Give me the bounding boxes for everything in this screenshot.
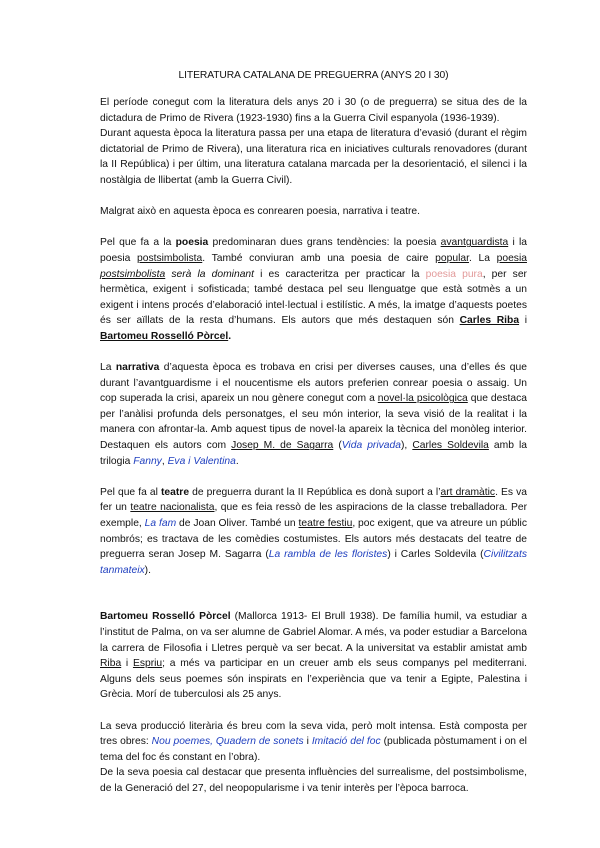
narrativa-paragraph: La narrativa d’aquesta època es trobava en crisi per diverses causes, una d’elles és que durant l’avantguardisme i el noucentisme els autors preferien conrear poesia o assaig. Un cop superada la crisi, apareix un nou gènere conegut com a novel·la psicològica que destaca per l’anàlisi profunda dels personatges, el seu món interior, la seva visió de la realitat i la manera con afrontar-la. Amb aquest tipus de novel·la apareix la tècnica del monòleg interior. Destaquen els autors com Josep M. de Sagarra (Vida privada), Carles Soldevila amb la trilogia Fanny, Eva i Valentina. (100, 362, 527, 467)
narrativa-term: narrativa (115, 362, 160, 374)
imitacio-foc-title: Imitació del foc (311, 736, 381, 748)
teatre-paragraph: Pel que fa al teatre de preguerra durant la II República es donà suport a l’art dramàtic. Es va fer un teatre nacionalista, que es feia ressò de les aspiracions de la classe treballadora. Per exemple, La fam de Joan Oliver. També un teatre festiu, poc exigent, que va atreure un públic nombrós; es tractava de les comèdies costumistes. Els autors més destacats del teatre de preguerra seran Josep M. Sagarra (La rambla de les floristes) i Carles Soldevila (Civilitzats tanmateix). (100, 486, 527, 576)
novella-psicologica-link: novel·la psicològica (377, 393, 468, 405)
art-dramatic-link: art dramàtic (440, 486, 496, 498)
poesia-pura-highlight: poesia pura (425, 268, 483, 280)
poesia-link: poesia (496, 252, 527, 264)
teatre-festiu-link: teatre festiu (298, 518, 353, 530)
rossello-porcel-link: Bartomeu Rosselló Pòrcel (100, 330, 229, 342)
espriu-link: Espriu (132, 658, 163, 670)
intro-paragraph-3: Malgrat això en aquesta època es conrearen poesia, narrativa i teatre. (100, 206, 420, 218)
postsimbolista-link: postsimbolista (137, 252, 203, 264)
soldevila-link: Carles Soldevila (412, 440, 489, 452)
document-page (100, 70, 527, 797)
carles-riba-link: Carles Riba (459, 315, 520, 327)
document-title: LITERATURA CATALANA DE PREGUERRA (ANYS 20 I 30) (178, 70, 449, 81)
teatre-nacionalista-link: teatre nacionalista (130, 502, 215, 514)
sagarra-link: Josep M. de Sagarra (231, 440, 334, 452)
popular-link: popular (435, 252, 469, 264)
produccio-paragraph: La seva producció literària és breu com la seva vida, però molt intensa. Està composta per tres obres: Nou poemes, Quadern de sonets i Imitació del foc (publicada pòstumament i on el tema del foc és constant en l’obra). (100, 720, 527, 763)
civilitzats-title: Civilitzats tanmateix (100, 549, 527, 576)
vida-privada-title: Vida privada (341, 440, 401, 452)
intro-paragraph-2: Durant aquesta època la literatura passa per una etapa de literatura d’evasió (durant el règim dictatorial de Primo de Rivera), una literatura rica en iniciatives culturals renovadores (durant la II República) i per últim, una literatura catalana marcada per la desorientació, el silenci i la nostàlgia de llibertat (amb la Guerra Civil). (100, 128, 527, 186)
riba-link: Riba (100, 658, 122, 670)
produccio-paragraph-2: De la seva poesia cal destacar que presenta influències del surrealisme, del postsimbolisme, de la Generació del 27, del neopopularisme i va tenir interès per l’època barroca. (100, 767, 527, 794)
rambla-floristes-title: La rambla de les floristes (268, 549, 388, 561)
avantguardista-link: avantguardista (440, 237, 509, 249)
nou-poemes-title: Nou poemes, Quadern de sonets (151, 736, 304, 748)
la-fam-title: La fam (144, 518, 177, 530)
poesia-term: poesia (175, 237, 209, 249)
teatre-term: teatre (161, 486, 190, 498)
rossello-name: Bartomeu Rosselló Pòrcel (100, 611, 231, 623)
rossello-paragraph: Bartomeu Rosselló Pòrcel (Mallorca 1913- El Brull 1938). De família humil, va estudiar a l’institut de Palma, on va ser alumne de Gabriel Alomar. A més, va poder estudiar a Barcelona la carrera de Filosofia i Lletres perquè va ser becat. A la universitat va establir amistat amb Riba i Espriu; a més va participar en un creuer amb els seus companys pel mediterrani. Alguns dels seus poemes són inspirats en l’experiència que va tenir a Egipte, Palestina i Grècia. Morí de tuberculosi als 25 anys. (100, 611, 528, 701)
poesia-paragraph: Pel que fa a la poesia predominaran dues grans tendències: la poesia avantguardista i la poesia postsimbolista. També conviuran amb una poesia de caire popular. La poesia postsimbolista serà la dominant i es caracteritza per practicar la poesia pura, per ser hermètica, exigent i sofisticada; també destaca pel seu llenguatge que està sotmès a un exigent i intens procés d’elaboració intel·lectual i estilístic. A més, la imatge d’aquests poetes és ser aïllats de la resta d’humans. Els autors que més destaquen són Carles Riba i Bartomeu Rosselló Pòrcel. (100, 237, 527, 342)
intro-paragraph-1: El període conegut com la literatura dels anys 20 i 30 (o de preguerra) se situa des de la dictadura de Primo de Rivera (1923-1930) fins a la Guerra Civil espanyola (1936-1939). (100, 97, 527, 124)
